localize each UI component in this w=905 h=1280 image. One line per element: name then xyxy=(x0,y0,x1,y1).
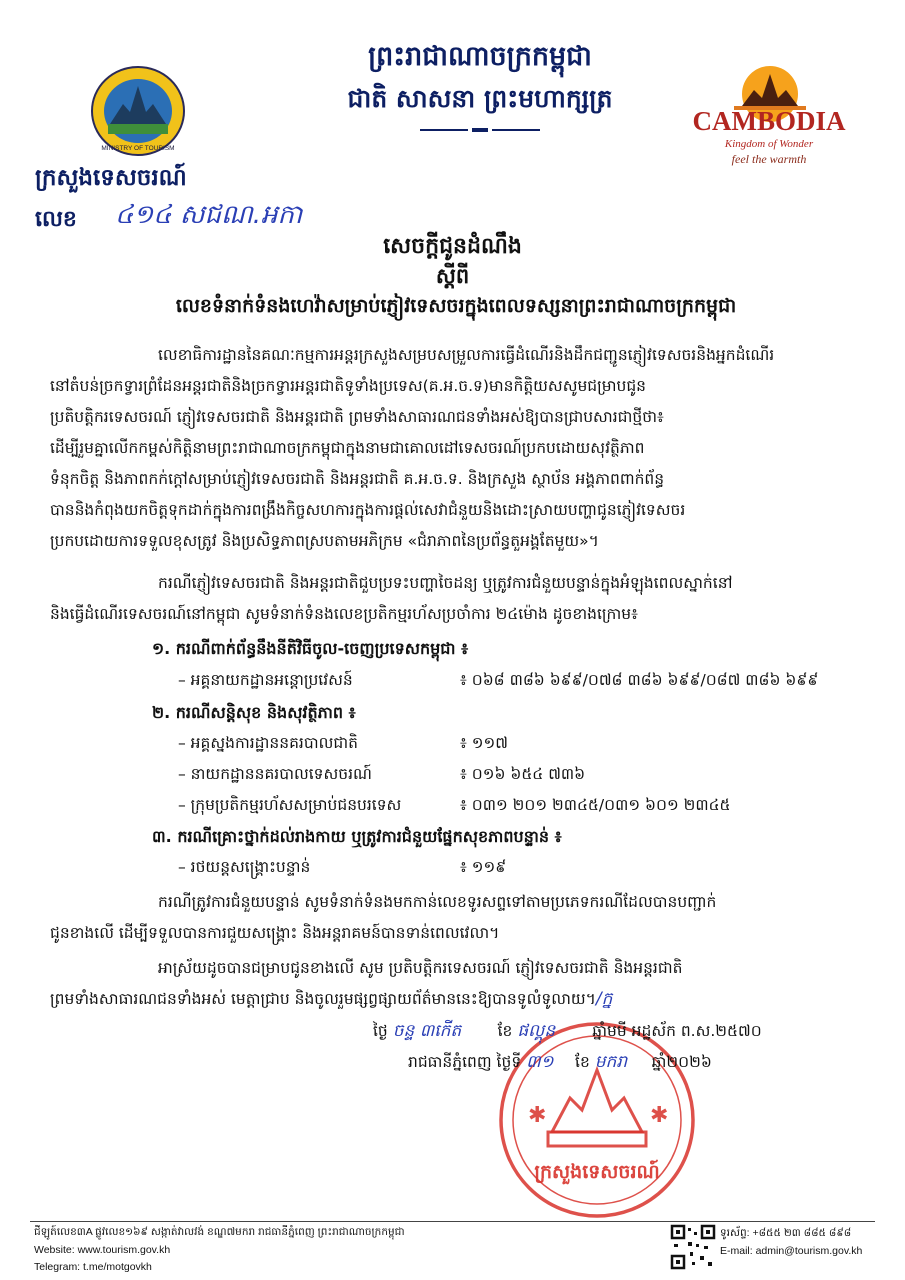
contact-number: ៖ ០៦៨ ៣៨៦ ៦៩៩/០៧៨ ៣៨៦ ៦៩៩/០៨៧ ៣៨៦ ៦៩៩ xyxy=(460,671,819,689)
lunar-month-hand: ផល្គុន xyxy=(517,1021,556,1041)
qr-code-icon xyxy=(670,1224,716,1270)
paragraph-line: នៅតំបន់ច្រកទ្វារព្រំដែនអន្តរជាតិនិងច្រកទ្វារអន្តរជាតិទូទាំងប្រទេស(គ.អ.ច.ទ)មានកិត្តិយសសូមជម្រាបជូន xyxy=(50,377,647,395)
solar-date xyxy=(408,1051,712,1076)
lunar-month-prefix: ខែ xyxy=(497,1022,513,1040)
svg-text:✱: ✱ xyxy=(650,1103,669,1128)
paragraph-line xyxy=(50,984,862,1015)
contact-label: – នាយកដ្ឋាននគរបាលទេសចរណ៍ xyxy=(178,765,372,783)
solar-month-prefix: ខែ xyxy=(575,1053,590,1071)
paragraph-line: ដើម្បីរួមគ្នាលើកកម្ពស់កិត្តិនាមព្រះរាជាណាចក្រកម្ពុជាក្នុងនាមជាគោលដៅទេសចរណ៍ប្រកបដោយសុវត្ថិភាព xyxy=(50,439,645,457)
seal-text: ក្រសួងទេសចរណ៍ xyxy=(534,1161,660,1183)
cambodia-logo-tagline: Kingdom of Wonder xyxy=(724,138,814,150)
paragraph-line: ទំនុកចិត្ត និងភាពកក់ក្តៅសម្រាប់ភ្ញៀវទេសចរជាតិ និងអន្តរជាតិ គ.អ.ច.ទ. និងក្រសួង ស្ថាប័ន អង្គភាពពាក់ព័ន្ធ xyxy=(50,470,665,488)
solar-day-hand: ៣១ xyxy=(526,1052,554,1072)
paragraph-closing xyxy=(50,953,862,1015)
paragraph-line: ប្រតិបត្តិករទេសចរណ៍ ភ្ញៀវទេសចរជាតិ និងអន្តរជាតិ ព្រមទាំងសាធារណជនទាំងអស់ឱ្យបានជ្រាបសារជាថ្មីថា៖ xyxy=(50,408,664,426)
paragraph-line: ករណីត្រូវការជំនួយបន្ទាន់ សូមទំនាក់ទំនងមកកាន់លេខទូរសព្ទទៅតាមប្រភេទករណីដែលបានបញ្ជាក់ xyxy=(158,893,717,911)
solar-date-prefix: រាជធានីភ្នំពេញ ថ្ងៃទី xyxy=(408,1053,522,1071)
contact-label: – រថយន្តសង្គ្រោះបន្ទាន់ xyxy=(178,858,311,876)
paragraph-line-text: ព្រមទាំងសាធារណជនទាំងអស់ មេត្តាជ្រាប និងចូលរួមផ្សព្វផ្សាយព័ត៌មាននេះឱ្យបានទូលំទូលាយ។ xyxy=(50,990,596,1008)
handwritten-mark: /ក្ន xyxy=(595,989,613,1009)
contact-number: ៖ ១១៩ xyxy=(460,858,507,876)
paragraph-line: លេខាធិការដ្ឋាននៃគណៈកម្មការអន្តរក្រសួងសម្របសម្រួលការធ្វើដំណើរនិងដឹកជញ្ជូនភ្ញៀវទេសចរនិងអ្នកដំណើរ xyxy=(158,346,775,364)
paragraph-line: បាននិងកំពុងយកចិត្តទុកដាក់ក្នុងការពង្រឹងកិច្ចសហការក្នុងការផ្តល់សេវាជំនួយនិងដោះស្រាយបញ្ហាជូនភ្ញៀវទេសចរ xyxy=(50,501,686,519)
contact-label: – ក្រុមប្រតិកម្មរហ័សសម្រាប់ជនបរទេស xyxy=(178,796,402,814)
kingdom-title: ព្រះរាជាណាចក្រកម្ពុជា xyxy=(368,41,592,72)
section-heading-security: ២. ករណីសន្តិសុខ និងសុវត្ថិភាព ៖ xyxy=(152,703,356,722)
lunar-date xyxy=(373,1020,762,1045)
paragraph-line: ប្រកបដោយការទទួលខុសត្រូវ និងប្រសិទ្ធភាពស្របតាមអភិក្រម «ជំរាភាពនៃប្រព័ន្ធតួអង្គតែមួយ»។ xyxy=(50,532,599,550)
footer-website[interactable]: Website: www.tourism.gov.kh xyxy=(34,1244,171,1256)
contact-number: ៖ ០១៦ ៦៥៤ ៧៣៦ xyxy=(460,765,586,783)
solar-year: ឆ្នាំ២០២៦ xyxy=(651,1053,712,1071)
footer-phone: ទូរស័ព្ទ: +៨៥៥ ២៣ ៨៨៥ ៨៩៨ xyxy=(720,1227,852,1239)
contact-number: ៖ ១១៧ xyxy=(460,734,508,752)
contact-number: ៖ ០៣១ ២០១ ២៣៤៥/០៣១ ៦០១ ២៣៤៥ xyxy=(460,796,731,814)
svg-text:✱: ✱ xyxy=(528,1103,547,1128)
kingdom-motto: ជាតិ សាសនា ព្រះមហាក្សត្រ xyxy=(347,84,613,113)
motto-ornament xyxy=(420,128,540,132)
notice-title: សេចក្តីជូនដំណឹង xyxy=(383,234,522,259)
section-heading-immigration: ១. ករណីពាក់ព័ន្ធនឹងនីតិវិធីចូល-ចេញប្រទេសកម្ពុជា ៖ xyxy=(152,639,469,658)
notice-subject: លេខទំនាក់ទំនងហេវ៉ាសម្រាប់ភ្ញៀវទេសចរក្នុងពេលទស្សនាព្រះរាជាណាចក្រកម្ពុជា xyxy=(175,295,737,317)
cambodia-logo-slogan: feel the warmth xyxy=(731,152,807,166)
footer-telegram[interactable]: Telegram: t.me/motgovkh xyxy=(34,1261,152,1273)
paragraph-contact-intro xyxy=(50,568,862,630)
contact-label: – អគ្គស្នងការដ្ឋាននគរបាលជាតិ xyxy=(178,734,358,752)
lunar-day-hand: ចន្ទ ៣កើត xyxy=(392,1021,462,1041)
paragraph-intro xyxy=(50,340,862,557)
ministry-logo-text: MINISTRY OF TOURISM xyxy=(101,145,175,152)
ministry-name: ក្រសួងទេសចរណ៍ xyxy=(35,165,187,191)
solar-month-hand: មករា xyxy=(594,1052,628,1072)
lunar-date-prefix: ថ្ងៃ xyxy=(373,1022,388,1040)
notice-about: ស្តីពី xyxy=(435,264,470,288)
footer-address: ជីឡូត៍លេខ៣A ផ្លូវលេខ១៦៩ សង្កាត់វាលវង់ ខណ្ឌ៧មករា រាជធានីភ្នំពេញ ព្រះរាជាណាចក្រកម្ពុជា xyxy=(34,1226,405,1238)
reference-number: ៤១៤ សជណ.អកា xyxy=(115,200,303,230)
section-heading-health: ៣. ករណីគ្រោះថ្នាក់ដល់រាងកាយ ឬត្រូវការជំនួយផ្នែកសុខភាពបន្ទាន់ ៖ xyxy=(152,827,562,846)
paragraph-line: ករណីភ្ញៀវទេសចរជាតិ និងអន្តរជាតិជួបប្រទះបញ្ហាចៃដន្យ ឬត្រូវការជំនួយបន្ទាន់ក្នុងអំឡុងពេលស្នាក់នៅ xyxy=(158,574,733,592)
paragraph-emergency xyxy=(50,887,862,949)
lunar-year: ឆ្នាំមមី អដ្ឋស័ក ព.ស.២៥៧០ xyxy=(592,1022,762,1040)
contact-label: – អគ្គនាយកដ្ឋានអន្តោប្រវេសន៍ xyxy=(178,671,353,689)
paragraph-line: អាស្រ័យដូចបានជម្រាបជូនខាងលើ សូម ប្រតិបត្តិករទេសចរណ៍ ភ្ញៀវទេសចរជាតិ និងអន្តរជាតិ xyxy=(158,959,683,977)
ministry-seal xyxy=(490,1020,705,1220)
cambodia-logo-name: CAMBODIA xyxy=(692,106,846,136)
reference-label: លេខ xyxy=(35,207,77,232)
paragraph-line: និងធ្វើដំណើរទេសចរណ៍នៅកម្ពុជា សូមទំនាក់ទំនងលេខប្រតិកម្មរហ័សប្រចាំការ ២៤ម៉ោង ដូចខាងក្រោម៖ xyxy=(50,605,638,623)
paragraph-line: ជូនខាងលើ ដើម្បីទទួលបានការជួយសង្គ្រោះ និងអន្តរាគមន៍បានទាន់ពេលវេលា។ xyxy=(50,924,500,942)
footer-email[interactable]: E-mail: admin@tourism.gov.kh xyxy=(720,1245,863,1257)
footer-divider xyxy=(30,1221,875,1222)
ministry-logo xyxy=(88,64,188,158)
